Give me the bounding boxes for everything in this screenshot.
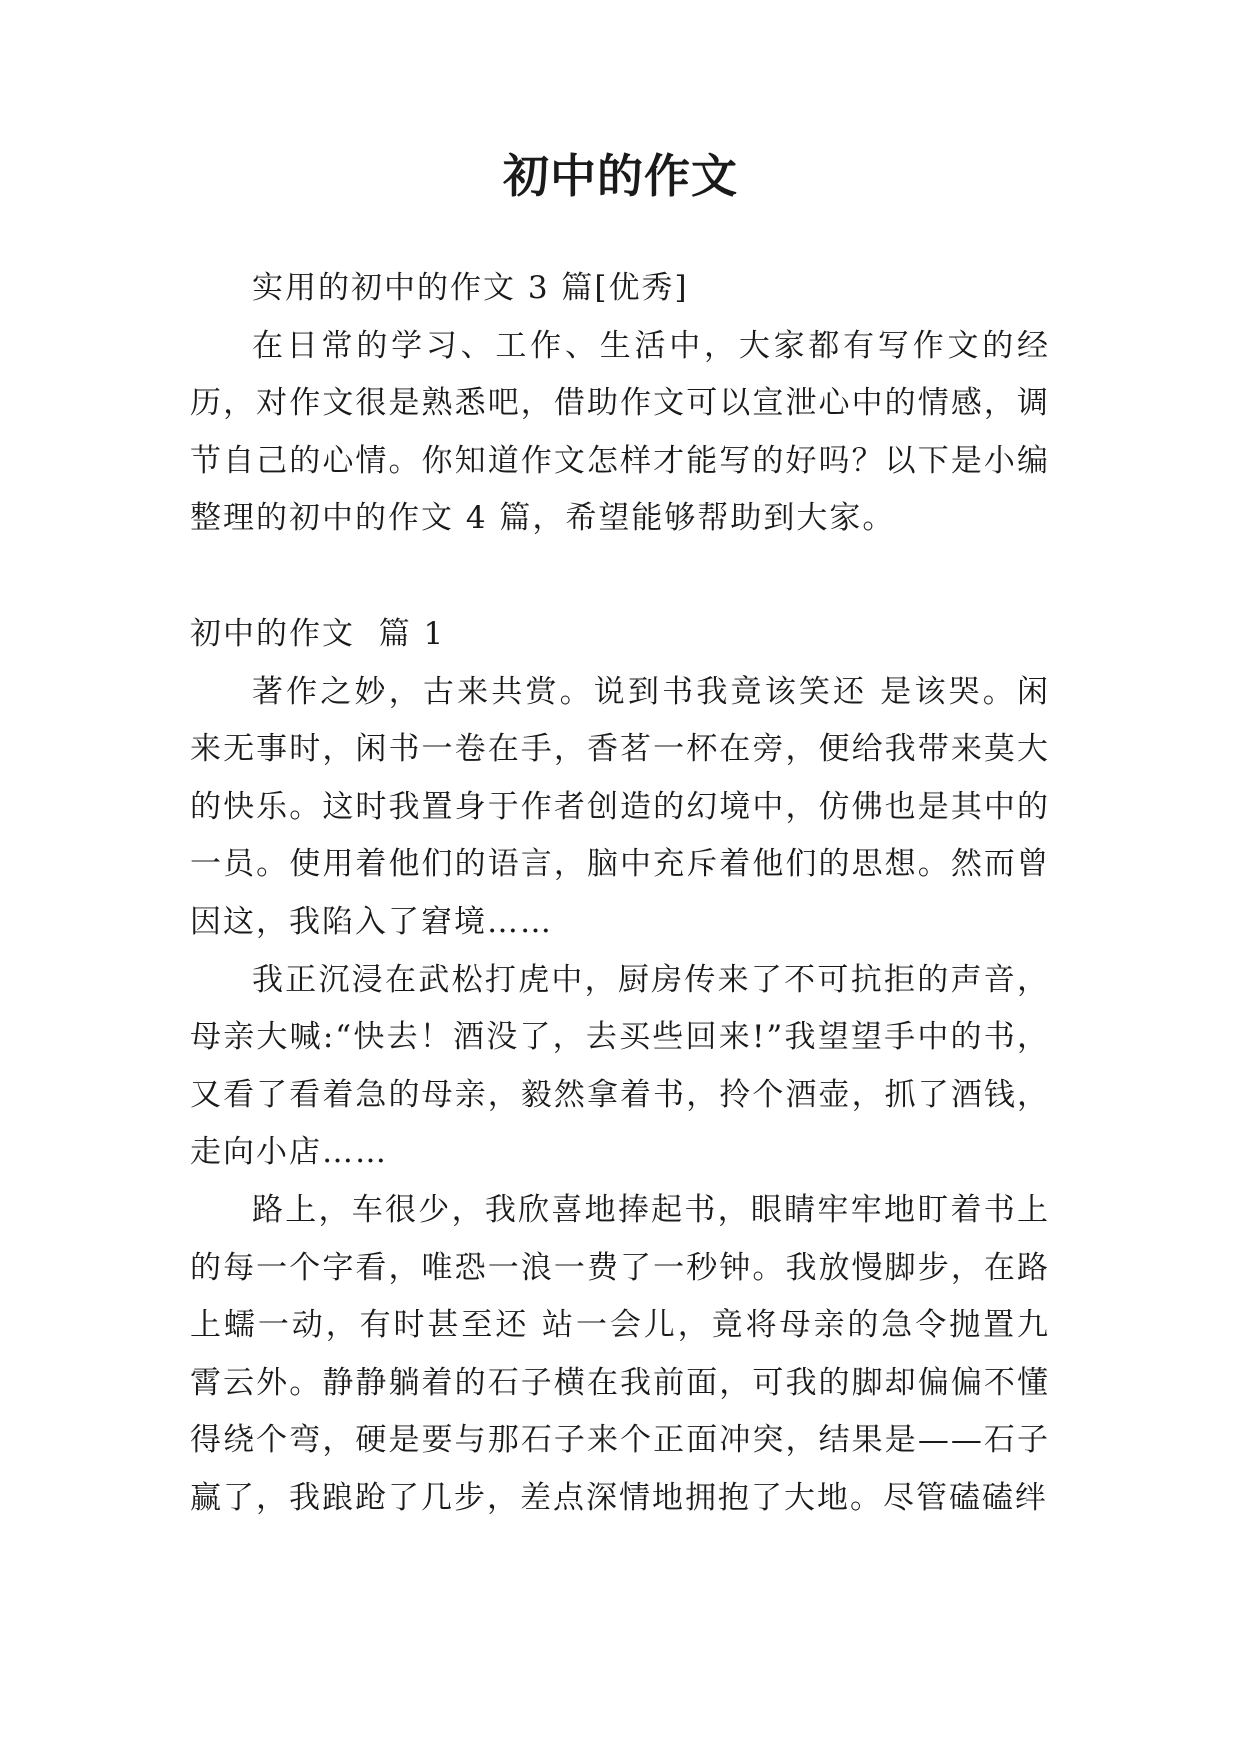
document-title: 初中的作文 — [503, 149, 738, 203]
section-heading: 初中的作文 篇 1 — [190, 615, 446, 652]
section-spacer — [190, 548, 1050, 606]
body-paragraph-1: 著作之妙，古来共赏。说到书我竟该笑还 是该哭。闲来无事时，闲书一卷在手，香茗一杯在旁，便给我带来莫大的快乐。这时我置身于作者创造的幻境中，仿佛也是其中的一员。使用着他们的语言，脑中充斥着他们的思想。然而曾因这，我陷入了窘境…… — [190, 673, 1050, 940]
intro-paragraph: 在日常的学习、工作、生活中，大家都有写作文的经历，对作文很是熟悉吧，借助作文可以宣泄心中的情感，调节自己的心情。你知道作文怎样才能写的好吗？以下是小编整理的初中的作文 4 篇，希望能够帮助到大家。 — [190, 327, 1050, 537]
body-paragraph-3: 路上，车很少，我欣喜地捧起书，眼睛牢牢地盯着书上的每一个字看，唯恐一浪一费了一秒钟。我放慢脚步，在路上蠕一动，有时甚至还 站一会儿，竟将母亲的急令抛置九霄云外。静静躺着的石子横在我前面，可我的脚却偏偏不懂得绕个弯，硬是要与那石子来个正面冲突，结果是——石子赢了，我踉跄了几步，差点深情地拥抱了大地。尽管磕磕绊 — [190, 1191, 1050, 1516]
body-paragraph-2: 我正沉浸在武松打虎中，厨房传来了不可抗拒的声音，母亲大喊:“快去！酒没了，去买些回来!”我望望手中的书，又看了看着急的母亲，毅然拿着书，拎个酒壶，抓了酒钱，走向小店…… — [190, 961, 1050, 1171]
document-subtitle: 实用的初中的作文 3 篇[优秀] — [252, 270, 689, 306]
document-body — [190, 260, 1050, 1527]
